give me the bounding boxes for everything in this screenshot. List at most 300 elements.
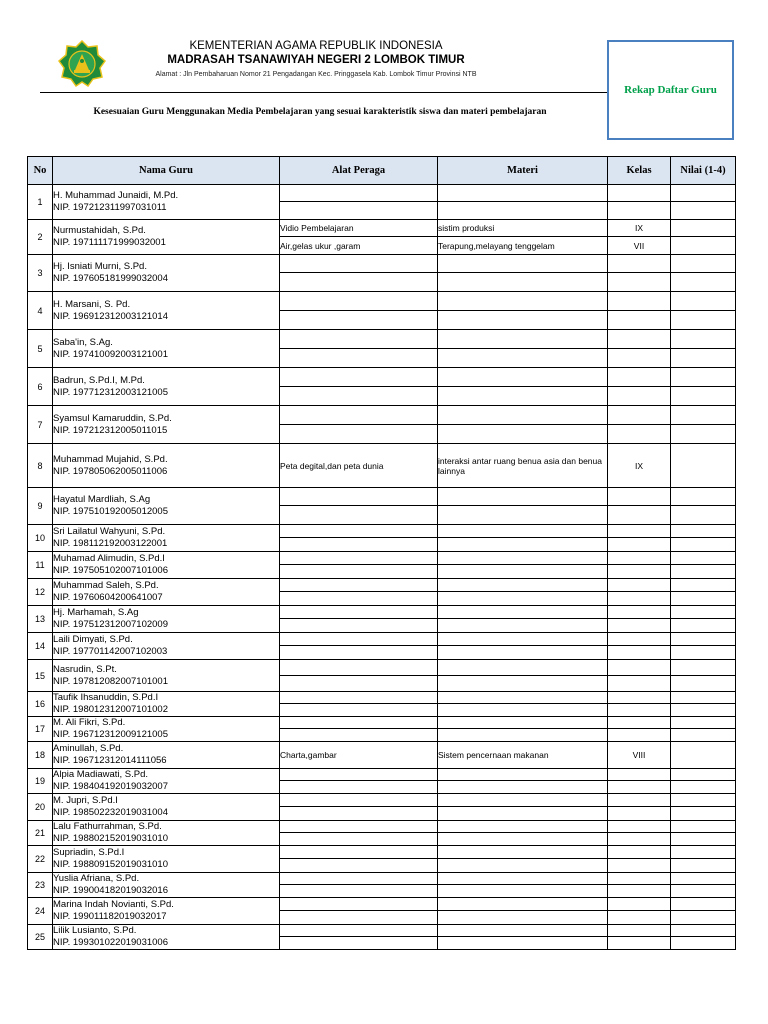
column-header-no: No (28, 157, 53, 185)
teacher-cell (53, 406, 280, 444)
teacher-name: Lilik Lusianto, S.Pd. (53, 925, 137, 936)
row-number: 16 (28, 692, 53, 717)
nilai-cell[interactable] (671, 729, 736, 742)
kelas-cell[interactable] (608, 633, 671, 646)
teacher-cell (53, 185, 280, 220)
teacher-cell (53, 368, 280, 406)
teacher-name: Syamsul Kamaruddin, S.Pd. (53, 412, 172, 424)
rekap-box (607, 40, 734, 140)
materi-cell[interactable] (438, 846, 608, 859)
nilai-cell[interactable] (671, 717, 736, 729)
teacher-nip: NIP. 198502232019031004 (53, 807, 168, 818)
teacher-cell (53, 488, 280, 525)
teacher-cell (53, 579, 280, 606)
alat-peraga-cell[interactable] (280, 873, 438, 885)
materi-cell[interactable] (438, 911, 608, 925)
nilai-cell[interactable] (671, 220, 736, 237)
row-number: 15 (28, 660, 53, 692)
alat-peraga-cell[interactable] (280, 676, 438, 692)
teacher-nip: NIP. 197812082007101001 (53, 675, 168, 687)
row-number: 12 (28, 579, 53, 606)
nilai-cell[interactable] (671, 237, 736, 255)
materi-cell[interactable] (438, 185, 608, 202)
nilai-cell[interactable] (671, 794, 736, 807)
materi-cell[interactable] (438, 898, 608, 911)
alat-peraga-cell[interactable] (280, 911, 438, 925)
teacher-nip: NIP. 197712312003121005 (53, 386, 168, 398)
kelas-cell[interactable] (608, 425, 671, 444)
table-row (28, 579, 736, 592)
alat-peraga-cell[interactable] (280, 406, 438, 425)
teacher-cell (53, 717, 280, 742)
nilai-cell[interactable] (671, 833, 736, 846)
materi-cell[interactable] (438, 425, 608, 444)
materi-cell[interactable]: interaksi antar ruang benua asia dan benua lainnya (438, 444, 608, 488)
kelas-cell[interactable] (608, 185, 671, 202)
nilai-cell[interactable] (671, 444, 736, 488)
materi-cell[interactable] (438, 833, 608, 846)
nilai-cell[interactable] (671, 425, 736, 444)
alat-peraga-cell[interactable] (280, 255, 438, 273)
row-number: 21 (28, 821, 53, 846)
teacher-cell (53, 873, 280, 898)
alat-peraga-cell[interactable] (280, 606, 438, 619)
teacher-table (27, 156, 736, 950)
row-number: 6 (28, 368, 53, 406)
kelas-cell[interactable] (608, 579, 671, 592)
kelas-cell[interactable] (608, 552, 671, 565)
alat-peraga-cell[interactable] (280, 807, 438, 821)
table-row (28, 692, 736, 704)
table-body (28, 185, 736, 950)
rekap-label: Rekap Daftar Guru (624, 84, 717, 96)
teacher-nip: NIP. 199011182019032017 (53, 911, 167, 922)
alat-peraga-cell[interactable] (280, 552, 438, 565)
table-row (28, 292, 736, 311)
nilai-cell[interactable] (671, 898, 736, 911)
alat-peraga-cell[interactable] (280, 646, 438, 660)
alat-peraga-cell[interactable] (280, 330, 438, 349)
nilai-cell[interactable] (671, 911, 736, 925)
kelas-cell[interactable] (608, 273, 671, 292)
kelas-cell[interactable] (608, 255, 671, 273)
nilai-cell[interactable] (671, 387, 736, 406)
materi-cell[interactable] (438, 592, 608, 606)
alat-peraga-cell[interactable]: Air,gelas ukur ,garam (280, 237, 438, 255)
nilai-cell[interactable] (671, 781, 736, 794)
nilai-cell[interactable] (671, 807, 736, 821)
alat-peraga-cell[interactable] (280, 619, 438, 633)
table-row (28, 769, 736, 781)
kelas-cell[interactable] (608, 538, 671, 552)
alat-peraga-cell[interactable] (280, 898, 438, 911)
teacher-nip: NIP. 197111171999032001 (53, 237, 166, 248)
alat-peraga-cell[interactable] (280, 488, 438, 506)
teacher-name: Nasrudin, S.Pt. (53, 663, 117, 675)
alat-peraga-cell[interactable] (280, 202, 438, 220)
teacher-cell (53, 330, 280, 368)
alat-peraga-cell[interactable] (280, 506, 438, 525)
kelas-cell[interactable] (608, 846, 671, 859)
kelas-cell[interactable] (608, 911, 671, 925)
alat-peraga-cell[interactable] (280, 769, 438, 781)
teacher-cell (53, 292, 280, 330)
alat-peraga-cell[interactable] (280, 387, 438, 406)
teacher-name: Hj. Isniati Murni, S.Pd. (53, 261, 147, 272)
table-row (28, 717, 736, 729)
materi-cell[interactable] (438, 406, 608, 425)
kelas-cell[interactable] (608, 821, 671, 833)
teacher-name: M. Jupri, S.Pd.I (53, 795, 118, 806)
materi-cell[interactable] (438, 579, 608, 592)
nilai-cell[interactable] (671, 273, 736, 292)
materi-cell[interactable] (438, 885, 608, 898)
kelas-cell[interactable] (608, 885, 671, 898)
kelas-cell[interactable] (608, 406, 671, 425)
materi-cell[interactable] (438, 925, 608, 937)
alat-peraga-cell[interactable] (280, 185, 438, 202)
teacher-nip: NIP. 197212311997031011 (53, 202, 167, 213)
row-number: 7 (28, 406, 53, 444)
table-row (28, 368, 736, 387)
row-number: 22 (28, 846, 53, 873)
teacher-nip: NIP. 198112192003122001 (53, 538, 168, 549)
kelas-cell[interactable] (608, 646, 671, 660)
row-number: 18 (28, 742, 53, 769)
teacher-cell (53, 444, 280, 488)
nilai-cell[interactable] (671, 506, 736, 525)
kelas-cell[interactable] (608, 330, 671, 349)
kelas-cell[interactable] (608, 387, 671, 406)
kelas-cell[interactable] (608, 937, 671, 950)
alat-peraga-cell[interactable] (280, 660, 438, 676)
materi-cell[interactable] (438, 633, 608, 646)
materi-cell[interactable] (438, 525, 608, 538)
kelas-cell[interactable] (608, 619, 671, 633)
row-number: 5 (28, 330, 53, 368)
alat-peraga-cell[interactable]: Peta degital,dan peta dunia (280, 444, 438, 488)
alat-peraga-cell[interactable] (280, 273, 438, 292)
teacher-cell (53, 660, 280, 692)
row-number: 19 (28, 769, 53, 794)
teacher-nip: NIP. 199301022019031006 (53, 937, 168, 948)
nilai-cell[interactable] (671, 368, 736, 387)
alat-peraga-cell[interactable] (280, 846, 438, 859)
materi-cell[interactable] (438, 488, 608, 506)
nilai-cell[interactable] (671, 538, 736, 552)
kelas-cell[interactable] (608, 925, 671, 937)
row-number: 2 (28, 220, 53, 255)
teacher-name: Hj. Marhamah, S.Ag (53, 607, 139, 618)
materi-cell[interactable] (438, 769, 608, 781)
materi-cell[interactable] (438, 538, 608, 552)
materi-cell[interactable] (438, 619, 608, 633)
alat-peraga-cell[interactable] (280, 592, 438, 606)
header-divider (40, 92, 608, 93)
teacher-cell (53, 821, 280, 846)
row-number: 3 (28, 255, 53, 292)
row-number: 8 (28, 444, 53, 488)
alat-peraga-cell[interactable] (280, 833, 438, 846)
alat-peraga-cell[interactable] (280, 925, 438, 937)
table-row (28, 821, 736, 833)
nilai-cell[interactable] (671, 925, 736, 937)
teacher-cell (53, 606, 280, 633)
materi-cell[interactable] (438, 311, 608, 330)
teacher-nip: NIP. 198404192019032007 (53, 781, 168, 792)
nilai-cell[interactable] (671, 885, 736, 898)
teacher-name: M. Ali Fikri, S.Pd. (53, 717, 126, 728)
table-row (28, 606, 736, 619)
materi-cell[interactable] (438, 807, 608, 821)
alat-peraga-cell[interactable] (280, 349, 438, 368)
materi-cell[interactable] (438, 387, 608, 406)
nilai-cell[interactable] (671, 873, 736, 885)
nilai-cell[interactable] (671, 633, 736, 646)
materi-cell[interactable] (438, 692, 608, 704)
kelas-cell[interactable] (608, 368, 671, 387)
table-row (28, 552, 736, 565)
materi-cell[interactable] (438, 821, 608, 833)
materi-cell[interactable] (438, 273, 608, 292)
table-row (28, 633, 736, 646)
kelas-cell[interactable] (608, 565, 671, 579)
materi-cell[interactable] (438, 873, 608, 885)
teacher-name: Yuslia Afriana, S.Pd. (53, 873, 140, 884)
kelas-cell[interactable]: VII (608, 237, 671, 255)
table-row (28, 185, 736, 202)
kelas-cell[interactable] (608, 873, 671, 885)
materi-cell[interactable] (438, 937, 608, 950)
alat-peraga-cell[interactable] (280, 368, 438, 387)
alat-peraga-cell[interactable] (280, 579, 438, 592)
column-header-kelas: Kelas (608, 157, 671, 185)
materi-cell[interactable] (438, 660, 608, 676)
kelas-cell[interactable] (608, 592, 671, 606)
materi-cell[interactable] (438, 202, 608, 220)
kelas-cell[interactable] (608, 794, 671, 807)
table-row (28, 330, 736, 349)
ministry-logo-icon (58, 40, 106, 88)
teacher-name: Aminullah, S.Pd. (53, 743, 124, 754)
nilai-cell[interactable] (671, 349, 736, 368)
alat-peraga-cell[interactable] (280, 717, 438, 729)
materi-cell[interactable]: Sistem pencernaan makanan (438, 742, 608, 769)
materi-cell[interactable] (438, 859, 608, 873)
materi-cell[interactable]: sistim produksi (438, 220, 608, 237)
kelas-cell[interactable] (608, 202, 671, 220)
materi-cell[interactable] (438, 368, 608, 387)
kelas-cell[interactable] (608, 781, 671, 794)
teacher-nip: NIP. 196712312014111056 (53, 755, 167, 766)
nilai-cell[interactable] (671, 592, 736, 606)
materi-cell[interactable] (438, 565, 608, 579)
materi-cell[interactable] (438, 794, 608, 807)
table-row (28, 406, 736, 425)
row-number: 13 (28, 606, 53, 633)
teacher-nip: NIP. 196912312003121014 (53, 310, 168, 322)
kelas-cell[interactable] (608, 717, 671, 729)
materi-cell[interactable]: Terapung,melayang tenggelam (438, 237, 608, 255)
teacher-cell (53, 794, 280, 821)
teacher-cell (53, 769, 280, 794)
teacher-cell (53, 255, 280, 292)
nilai-cell[interactable] (671, 292, 736, 311)
teacher-name: Badrun, S.Pd.I, M.Pd. (53, 374, 145, 386)
kelas-cell[interactable] (608, 488, 671, 506)
nilai-cell[interactable] (671, 406, 736, 425)
nilai-cell[interactable] (671, 660, 736, 676)
table-row (28, 255, 736, 273)
nilai-cell[interactable] (671, 579, 736, 592)
teacher-nip: NIP. 197510192005012005 (53, 506, 168, 517)
table-row (28, 873, 736, 885)
teacher-cell (53, 552, 280, 579)
column-header-nama-guru: Nama Guru (53, 157, 280, 185)
kelas-cell[interactable]: IX (608, 220, 671, 237)
kelas-cell[interactable] (608, 833, 671, 846)
materi-cell[interactable] (438, 729, 608, 742)
kelas-cell[interactable] (608, 349, 671, 368)
materi-cell[interactable] (438, 330, 608, 349)
nilai-cell[interactable] (671, 619, 736, 633)
nilai-cell[interactable] (671, 552, 736, 565)
kelas-cell[interactable] (608, 311, 671, 330)
materi-cell[interactable] (438, 676, 608, 692)
kelas-cell[interactable] (608, 692, 671, 704)
table-row (28, 220, 736, 237)
nilai-cell[interactable] (671, 488, 736, 506)
teacher-cell (53, 633, 280, 660)
teacher-nip: NIP. 197805062005011006 (53, 465, 168, 477)
alat-peraga-cell[interactable] (280, 859, 438, 873)
nilai-cell[interactable] (671, 676, 736, 692)
kelas-cell[interactable] (608, 729, 671, 742)
kelas-cell[interactable] (608, 807, 671, 821)
materi-cell[interactable] (438, 552, 608, 565)
materi-cell[interactable] (438, 349, 608, 368)
materi-cell[interactable] (438, 781, 608, 794)
materi-cell[interactable] (438, 717, 608, 729)
nilai-cell[interactable] (671, 565, 736, 579)
nilai-cell[interactable] (671, 742, 736, 769)
teacher-nip: NIP. 197512312007102009 (53, 619, 168, 630)
alat-peraga-cell[interactable] (280, 633, 438, 646)
teacher-cell (53, 692, 280, 717)
materi-cell[interactable] (438, 506, 608, 525)
nilai-cell[interactable] (671, 704, 736, 717)
nilai-cell[interactable] (671, 525, 736, 538)
kelas-cell[interactable] (608, 292, 671, 311)
table-row (28, 898, 736, 911)
teacher-name: H. Muhammad Junaidi, M.Pd. (53, 190, 179, 201)
alat-peraga-cell[interactable] (280, 885, 438, 898)
table-row (28, 742, 736, 755)
teacher-name: Muhammad Mujahid, S.Pd. (53, 453, 168, 465)
materi-cell[interactable] (438, 255, 608, 273)
alat-peraga-cell[interactable] (280, 538, 438, 552)
nilai-cell[interactable] (671, 937, 736, 950)
row-number: 17 (28, 717, 53, 742)
teacher-name: Marina Indah Novianti, S.Pd. (53, 899, 174, 910)
alat-peraga-cell[interactable]: Charta,gambar (280, 742, 438, 769)
materi-cell[interactable] (438, 646, 608, 660)
nilai-cell[interactable] (671, 185, 736, 202)
nilai-cell[interactable] (671, 311, 736, 330)
row-number: 1 (28, 185, 53, 220)
alat-peraga-cell[interactable] (280, 794, 438, 807)
nilai-cell[interactable] (671, 646, 736, 660)
alat-peraga-cell[interactable] (280, 729, 438, 742)
kelas-cell[interactable]: VIII (608, 742, 671, 769)
nilai-cell[interactable] (671, 255, 736, 273)
nilai-cell[interactable] (671, 202, 736, 220)
alat-peraga-cell[interactable] (280, 292, 438, 311)
kelas-cell[interactable] (608, 704, 671, 717)
nilai-cell[interactable] (671, 769, 736, 781)
kelas-cell[interactable] (608, 898, 671, 911)
teacher-cell (53, 220, 280, 255)
table-row (28, 525, 736, 538)
alat-peraga-cell[interactable] (280, 565, 438, 579)
alat-peraga-cell[interactable] (280, 704, 438, 717)
alat-peraga-cell[interactable] (280, 821, 438, 833)
alat-peraga-cell[interactable] (280, 781, 438, 794)
teacher-name: Saba'in, S.Ag. (53, 336, 113, 348)
nilai-cell[interactable] (671, 692, 736, 704)
alat-peraga-cell[interactable] (280, 425, 438, 444)
nilai-cell[interactable] (671, 606, 736, 619)
document-subtitle: Kesesuaian Guru Menggunakan Media Pembelajaran yang sesuai karakteristik siswa dan materi pembelajaran (93, 107, 547, 117)
nilai-cell[interactable] (671, 330, 736, 349)
kelas-cell[interactable]: IX (608, 444, 671, 488)
table-row (28, 444, 736, 466)
table-row (28, 925, 736, 937)
column-header-materi: Materi (438, 157, 608, 185)
kelas-cell[interactable] (608, 660, 671, 676)
nilai-cell[interactable] (671, 846, 736, 859)
alat-peraga-cell[interactable] (280, 937, 438, 950)
column-header-alat-peraga: Alat Peraga (280, 157, 438, 185)
row-number: 25 (28, 925, 53, 950)
teacher-nip: NIP. 197410092003121001 (53, 348, 168, 360)
kelas-cell[interactable] (608, 859, 671, 873)
teacher-name: Muhammad Saleh, S.Pd. (53, 580, 159, 591)
teacher-name: Alpia Madiawati, S.Pd. (53, 769, 149, 780)
teacher-nip: NIP. 198802152019031010 (53, 833, 168, 844)
alat-peraga-cell[interactable]: Vidio Pembelajaran (280, 220, 438, 237)
kelas-cell[interactable] (608, 525, 671, 538)
teacher-name: Muhamad Alimudin, S.Pd.I (53, 553, 165, 564)
teacher-nip: NIP. 198012312007101002 (53, 704, 168, 715)
nilai-cell[interactable] (671, 821, 736, 833)
kelas-cell[interactable] (608, 506, 671, 525)
alat-peraga-cell[interactable] (280, 525, 438, 538)
materi-cell[interactable] (438, 606, 608, 619)
kelas-cell[interactable] (608, 606, 671, 619)
materi-cell[interactable] (438, 704, 608, 717)
teacher-nip: NIP. 197212312005011015 (53, 424, 168, 436)
teacher-nip: NIP. 199004182019032016 (53, 885, 168, 896)
materi-cell[interactable] (438, 292, 608, 311)
ministry-title: KEMENTERIAN AGAMA REPUBLIK INDONESIA (189, 40, 443, 52)
table-row (28, 794, 736, 807)
kelas-cell[interactable] (608, 676, 671, 692)
nilai-cell[interactable] (671, 859, 736, 873)
alat-peraga-cell[interactable] (280, 692, 438, 704)
alat-peraga-cell[interactable] (280, 311, 438, 330)
kelas-cell[interactable] (608, 769, 671, 781)
